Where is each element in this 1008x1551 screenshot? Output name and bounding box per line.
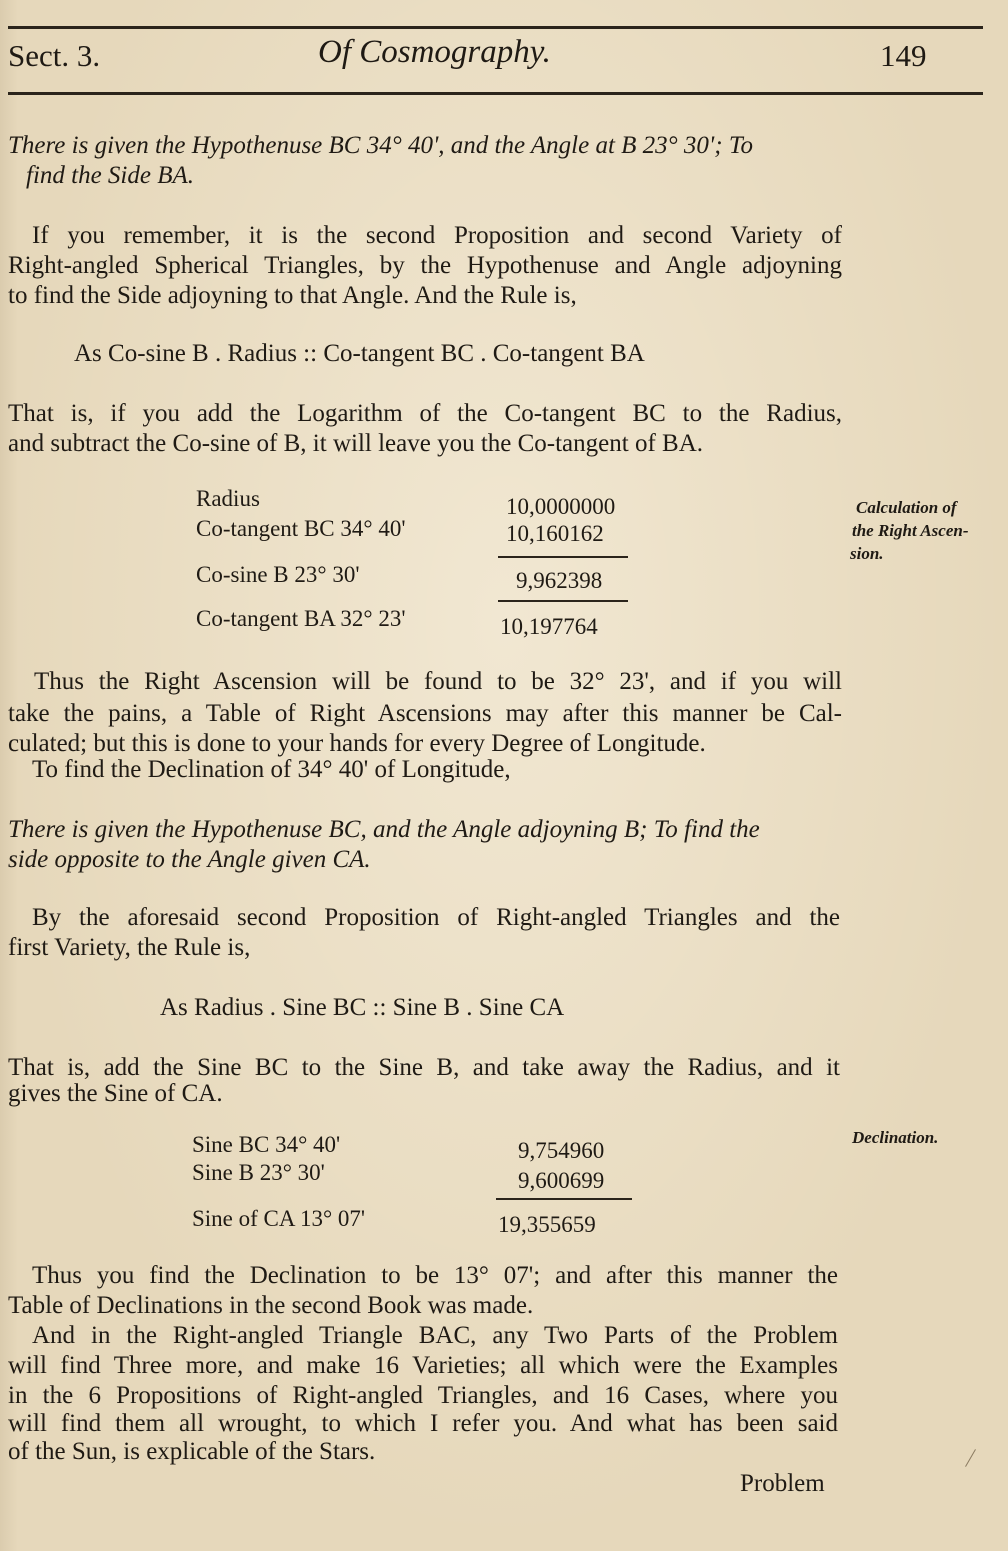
margin-note-calculation: sion.	[850, 544, 884, 563]
calc1-value: 9,962398	[516, 568, 603, 593]
problem2-para1-line1: By the aforesaid second Proposition of Right-angled Triangles and the	[32, 904, 840, 931]
header-top-rule	[8, 26, 983, 29]
problem1-para2-line1: That is, if you add the Logarithm of the Co-tangent BC to the Radius,	[8, 400, 842, 427]
calc1-value: 10,160162	[506, 521, 604, 546]
calc1-rule	[498, 556, 628, 558]
header-bottom-rule	[8, 92, 983, 95]
calc1-label: Radius	[196, 486, 260, 511]
problem1-para2-line2: and subtract the Co-sine of B, it will leave you the Co-tangent of BA.	[8, 430, 703, 457]
calc2-label: Sine BC 34° 40'	[192, 1132, 341, 1157]
page-title: Of Cosmography.	[318, 34, 551, 70]
calc1-rule	[498, 600, 628, 602]
problem1-para1-line3: to find the Side adjoyning to that Angle. And the Rule is,	[8, 282, 577, 309]
calc1-label: Co-sine B 23° 30'	[196, 562, 360, 587]
calc1-value: 10,0000000	[506, 494, 616, 519]
problem1-para3-line2: take the pains, a Table of Right Ascensions may after this manner be Cal-	[8, 700, 842, 727]
problem2-para1-line2: first Variety, the Rule is,	[8, 934, 251, 961]
problem2-rule: As Radius . Sine BC :: Sine B . Sine CA	[160, 994, 565, 1021]
problem2-para4-line5: of the Sun, is explicable of the Stars.	[8, 1438, 376, 1465]
calc1-label: Co-tangent BC 34° 40'	[196, 516, 406, 541]
margin-note-declination: Declination.	[852, 1128, 939, 1147]
page-number: 149	[880, 38, 927, 73]
problem1-para3-line3: culated; but this is done to your hands for every Degree of Longitude.	[8, 730, 706, 757]
calc2-label: Sine of CA 13° 07'	[192, 1206, 366, 1231]
section-label: Sect. 3.	[8, 38, 101, 73]
calc2-rule	[496, 1198, 632, 1200]
problem1-statement-line2: find the Side BA.	[26, 162, 195, 189]
calc1-value: 10,197764	[500, 614, 598, 639]
problem1-para1-line1: If you remember, it is the second Proposition and second Variety of	[32, 222, 842, 249]
problem2-para4-line4: will find them all wrought, to which I refer you. And what has been said	[8, 1410, 838, 1437]
calc1-label: Co-tangent BA 32° 23'	[196, 606, 406, 631]
problem2-statement-line1: There is given the Hypothenuse BC, and the Angle adjoyning B; To find the	[8, 816, 760, 843]
problem1-para1-line2: Right-angled Spherical Triangles, by the Hypothenuse and Angle adjoyning	[8, 252, 842, 279]
calc2-value: 9,600699	[518, 1168, 605, 1193]
margin-note-calculation: Calculation of	[856, 498, 957, 517]
problem2-para3-line1: Thus you find the Declination to be 13° 07'; and after this manner the	[32, 1262, 838, 1289]
problem2-para3-line2: Table of Declinations in the second Book was made.	[8, 1292, 534, 1319]
margin-mark	[965, 1449, 976, 1467]
problem2-para4-line2: will find Three more, and make 16 Varieties; all which were the Examples	[8, 1352, 838, 1379]
problem2-para2-line1: That is, add the Sine BC to the Sine B, and take away the Radius, and it	[8, 1054, 840, 1081]
catchword: Problem	[740, 1470, 825, 1497]
problem1-para3-line1: Thus the Right Ascension will be found to be 32° 23', and if you will	[34, 668, 842, 695]
problem2-para4-line3: in the 6 Propositions of Right-angled Triangles, and 16 Cases, where you	[8, 1382, 838, 1409]
problem1-rule: As Co-sine B . Radius :: Co-tangent BC . Co-tangent BA	[74, 340, 645, 367]
calc2-value: 19,355659	[498, 1212, 596, 1237]
margin-note-calculation: the Right Ascen-	[852, 521, 969, 540]
calc2-label: Sine B 23° 30'	[192, 1160, 325, 1185]
problem1-statement-line1: There is given the Hypothenuse BC 34° 40', and the Angle at B 23° 30'; To	[8, 132, 753, 159]
problem2-statement-line2: side opposite to the Angle given CA.	[8, 846, 371, 873]
problem2-para2-line2: gives the Sine of CA.	[8, 1080, 223, 1107]
calc2-value: 9,754960	[518, 1138, 605, 1163]
problem1-para3-line4: To find the Declination of 34° 40' of Longitude,	[32, 756, 511, 783]
problem2-para4-line1: And in the Right-angled Triangle BAC, any Two Parts of the Problem	[32, 1322, 838, 1349]
